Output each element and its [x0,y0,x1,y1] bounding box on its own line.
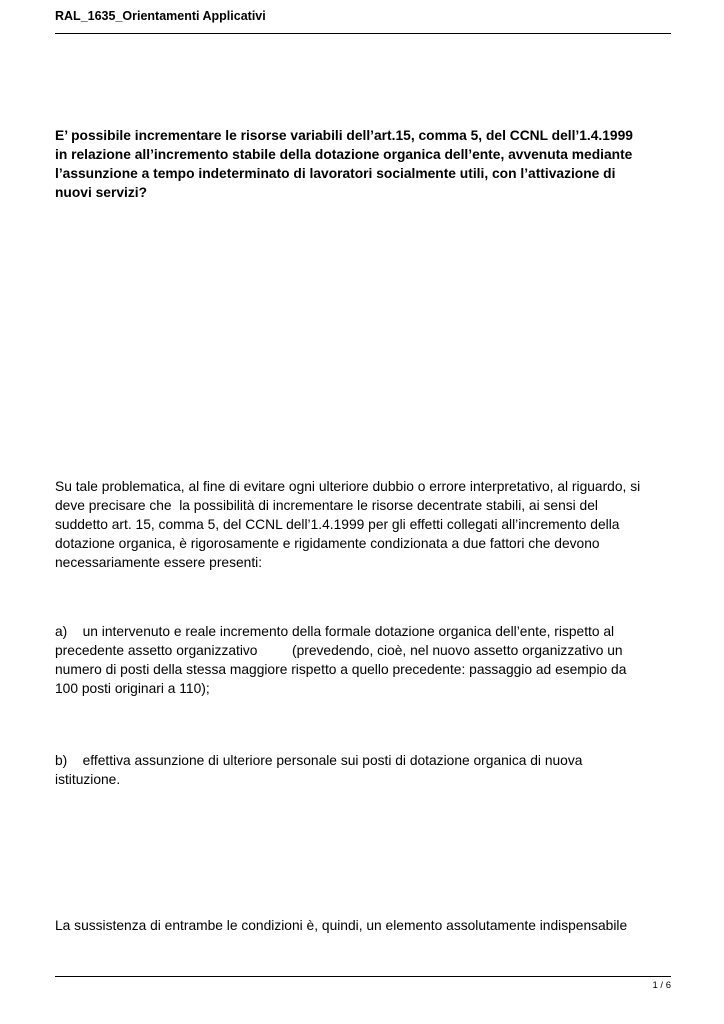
header-divider [55,33,671,34]
question-line: nuovi servizi? [55,185,148,200]
question-line: l’assunzione a tempo indeterminato di lavoratori socialmente utili, con l’attivazione di [55,166,616,181]
conclusion-line: La sussistenza di entrambe le condizioni è, quindi, un elemento assolutamente indispensabile [55,918,628,933]
condition-b-paragraph [55,751,671,789]
answer-intro-line: suddetto art. 15, comma 5, del CCNL dell’1.4.1999 per gli effetti collegati all’incremento della [55,517,620,532]
answer-intro-line: deve precisare che la possibilità di incrementare le risorse decentrate stabili, ai sensi del [55,498,598,513]
condition-b-line: b) effettiva assunzione di ulteriore personale sui posti di dotazione organica di nuova [55,753,583,768]
page-number: 1 / 6 [652,980,671,991]
footer-divider [55,976,671,977]
document-header-title: RAL_1635_Orientamenti Applicativi [55,9,266,23]
condition-a-line: 100 posti originari a 110); [55,681,210,696]
conclusion-paragraph [55,916,671,935]
condition-b-line: istituzione. [55,772,121,787]
condition-a-line: numero di posti della stessa maggiore rispetto a quello precedente: passaggio ad esempio da [55,662,627,677]
condition-a-line: precedente assetto organizzativo (prevedendo, cioè, nel nuovo assetto organizzativo un [55,643,623,658]
answer-intro-paragraph [55,477,671,572]
question-paragraph [55,126,671,202]
condition-a-paragraph [55,622,671,698]
answer-intro-line: necessariamente essere presenti: [55,555,263,570]
answer-intro-line: Su tale problematica, al fine di evitare ogni ulteriore dubbio o errore interpretativo, al riguardo, si [55,479,641,494]
answer-intro-line: dotazione organica, è rigorosamente e rigidamente condizionata a due fattori che devono [55,536,600,551]
condition-a-line: a) un intervenuto e reale incremento della formale dotazione organica dell’ente, rispetto al [55,624,615,639]
question-line: E’ possibile incrementare le risorse variabili dell’art.15, comma 5, del CCNL dell’1.4.1999 [55,128,633,143]
question-line: in relazione all’incremento stabile della dotazione organica dell’ente, avvenuta mediante [55,147,633,162]
